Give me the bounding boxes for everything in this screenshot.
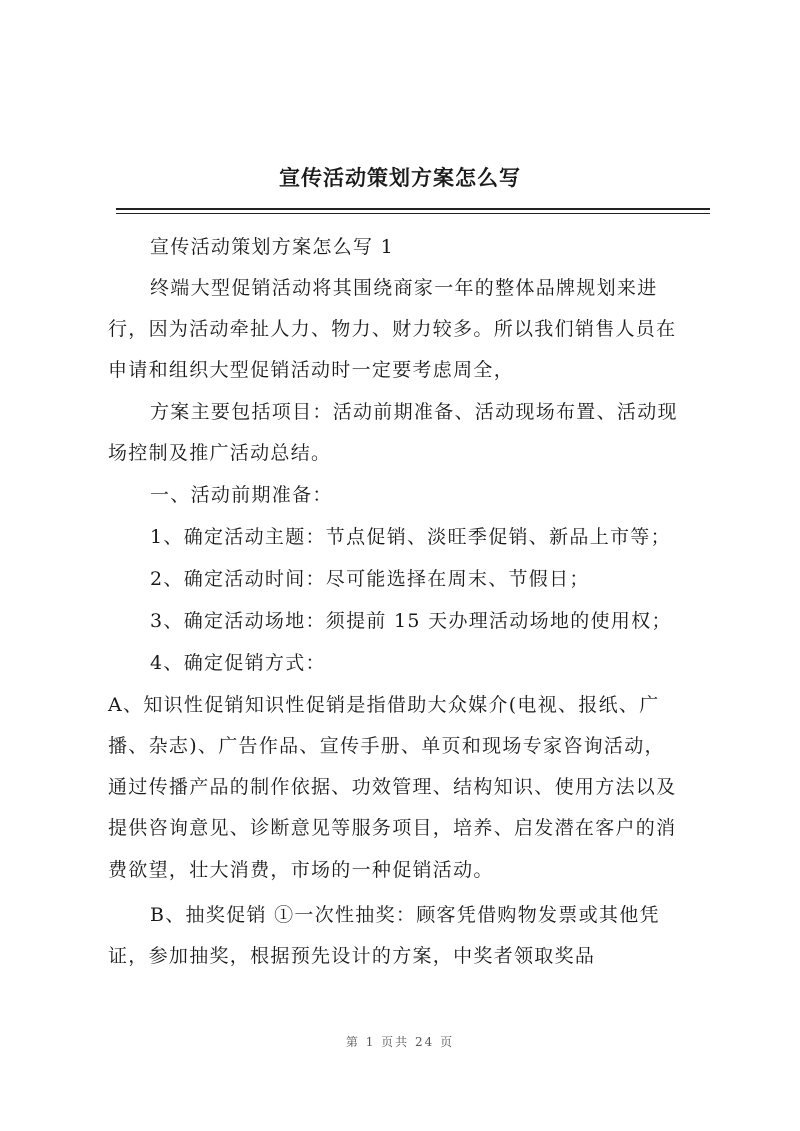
paragraph-line: 提供咨询意见、诊断意见等服务项目，培养、启发潜在客户的消	[108, 817, 677, 839]
paragraph-line: 行，因为活动牵扯人力、物力、财力较多。所以我们销售人员在	[108, 318, 677, 340]
document-title: 宣传活动策划方案怎么写	[279, 165, 521, 190]
paragraph-line: 申请和组织大型促销活动时一定要考虑周全，	[108, 359, 515, 381]
list-item: 3、确定活动场地：须提前 15 天办理活动场地的使用权；	[150, 610, 672, 632]
paragraph-line: 证，参加抽奖，根据预先设计的方案，中奖者领取奖品	[108, 945, 596, 967]
paragraph-line: 方案主要包括项目：活动前期准备、活动现场布置、活动现	[150, 401, 678, 423]
paragraph-line: 费欲望，壮大消费，市场的一种促销活动。	[108, 859, 494, 881]
section-heading: 宣传活动策划方案怎么写 1	[150, 236, 395, 258]
title-divider-thick	[116, 208, 710, 210]
paragraph-line: 终端大型促销活动将其围绕商家一年的整体品牌规划来进	[150, 277, 658, 299]
list-item: 4、确定促销方式：	[150, 652, 326, 674]
paragraph-line: 播、杂志)、广告作品、宣传手册、单页和现场专家咨询活动，	[108, 735, 665, 757]
paragraph-line: A、知识性促销知识性促销是指借助大众媒介(电视、报纸、广	[108, 694, 660, 716]
paragraph-line: 通过传播产品的制作依据、功效管理、结构知识、使用方法以及	[108, 776, 677, 798]
page-number-footer: 第 1 页共 24 页	[345, 1035, 455, 1049]
list-item: 2、确定活动时间：尽可能选择在周末、节假日；	[150, 568, 590, 590]
paragraph-line: 场控制及推广活动总结。	[108, 442, 332, 464]
list-item: 1、确定活动主题：节点促销、淡旺季促销、新品上市等；	[150, 526, 671, 548]
title-divider-thin	[116, 213, 710, 214]
subheading-line: 一、活动前期准备：	[150, 484, 333, 506]
paragraph-line: B、抽奖促销 ①一次性抽奖：顾客凭借购物发票或其他凭	[150, 904, 660, 926]
